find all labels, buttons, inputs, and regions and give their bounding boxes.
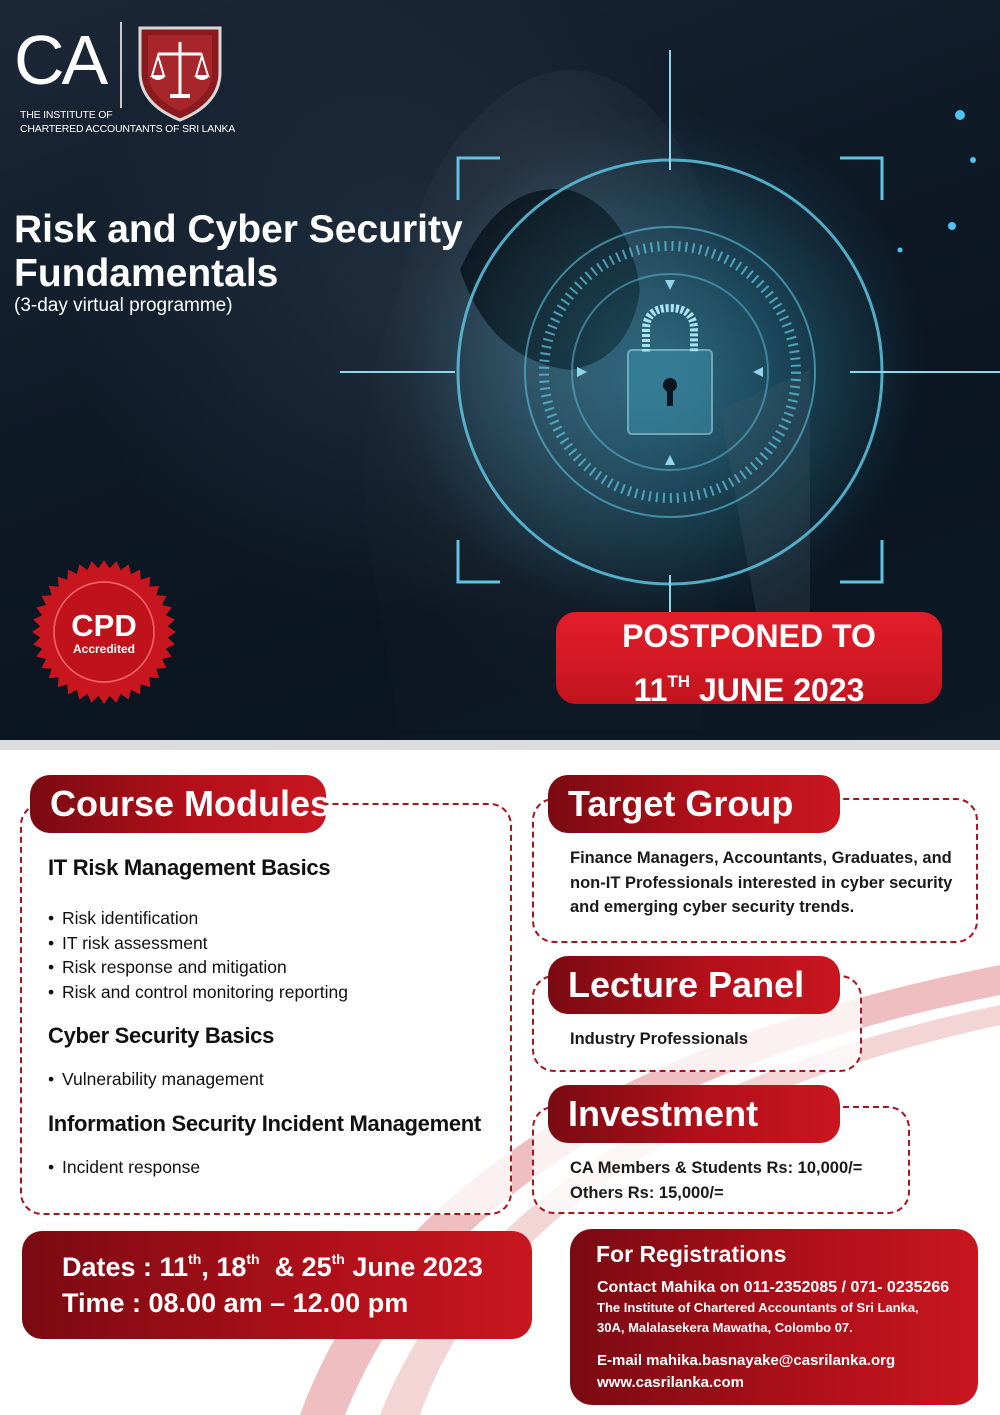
logo-divider: [120, 22, 122, 108]
postponed-line2: [556, 659, 942, 713]
list-item: • Vulnerability management: [48, 1067, 264, 1092]
programme-title: [14, 208, 534, 296]
module-heading-cyber-security: Cyber Security Basics: [48, 1023, 275, 1048]
programme-title-line1: Risk and Cyber Security: [14, 208, 463, 251]
date-1-suffix: th: [188, 1251, 202, 1267]
registration-contact[interactable]: Contact Mahika on 011-2352085 / 071- 0235266: [597, 1279, 950, 1296]
cpd-seal-text: [30, 610, 178, 656]
cyber-lock-graphic: [340, 40, 1000, 640]
postponed-banner: [556, 612, 942, 708]
lecture-panel-text: Industry Professionals: [570, 1030, 748, 1048]
cpd-label: CPD: [71, 608, 137, 643]
target-group-line3: and emerging cyber security trends.: [570, 898, 855, 916]
registration-website[interactable]: www.casrilanka.com: [597, 1374, 745, 1391]
registration-email[interactable]: E-mail mahika.basnayake@casrilanka.org: [597, 1352, 896, 1369]
lecture-panel-title: Lecture Panel: [548, 956, 840, 1014]
postponed-day-suffix: TH: [667, 672, 691, 691]
dates-month-year: June 2023: [344, 1252, 483, 1282]
institute-name-line2: CHARTERED ACCOUNTANTS OF SRI LANKA: [20, 123, 236, 135]
target-group-line1: Finance Managers, Accountants, Graduates, and: [570, 849, 952, 867]
module-list-cyber-security: [48, 1067, 264, 1092]
logo-ca-text: CA: [14, 21, 106, 99]
date-1: 11: [159, 1252, 189, 1282]
registration-address-line2: 30A, Malalasekera Mawatha, Colombo 07.: [597, 1320, 853, 1335]
programme-title-line2: Fundamentals: [14, 252, 279, 295]
cpd-accredited-label: Accredited: [72, 642, 136, 656]
programme-subtitle: (3-day virtual programme): [14, 295, 233, 316]
investment-members-fee: CA Members & Students Rs: 10,000/=: [570, 1159, 863, 1177]
list-item: • Risk response and mitigation: [48, 955, 348, 980]
module-list-incident-management: [48, 1155, 200, 1180]
schedule-time: Time : 08.00 am – 12.00 pm: [62, 1288, 409, 1318]
schedule-box: [22, 1231, 532, 1339]
registration-address-line1: The Institute of Chartered Accountants of Sri Lanka,: [597, 1300, 919, 1315]
list-item: • Risk and control monitoring reporting: [48, 980, 348, 1005]
target-group-title: Target Group: [548, 775, 840, 833]
registration-title: For Registrations: [596, 1241, 787, 1267]
institute-name: [20, 108, 250, 136]
schedule-dates: [62, 1241, 532, 1285]
module-heading-it-risk: IT Risk Management Basics: [48, 855, 331, 880]
module-heading-incident-management: Information Security Incident Management: [48, 1111, 481, 1136]
ca-sri-lanka-logo: [14, 18, 254, 138]
dates-label: Dates :: [62, 1252, 160, 1282]
institute-name-line1: THE INSTITUTE OF: [20, 109, 113, 121]
date-3-suffix: th: [331, 1251, 345, 1267]
list-item: • Risk identification: [48, 906, 348, 931]
target-group-line2: non-IT Professionals interested in cyber security: [570, 873, 953, 892]
date-2: , 18: [201, 1252, 247, 1282]
registration-box: [570, 1229, 978, 1405]
hero-divider: [0, 740, 1000, 750]
date-2-suffix: th: [246, 1251, 260, 1267]
module-list-it-risk: [48, 906, 348, 1004]
target-group-text: [570, 846, 970, 920]
postponed-month-year: JUNE 2023: [690, 672, 865, 708]
postponed-day: 11: [633, 672, 668, 708]
investment-text: [570, 1156, 862, 1205]
course-modules-title: Course Modules: [30, 775, 326, 833]
investment-others-fee: Others Rs: 15,000/=: [570, 1183, 724, 1202]
investment-title: Investment: [548, 1085, 840, 1143]
date-3: & 25: [259, 1252, 332, 1282]
list-item: • Incident response: [48, 1155, 200, 1180]
postponed-line1: POSTPONED TO: [622, 618, 876, 654]
list-item: • IT risk assessment: [48, 931, 348, 956]
